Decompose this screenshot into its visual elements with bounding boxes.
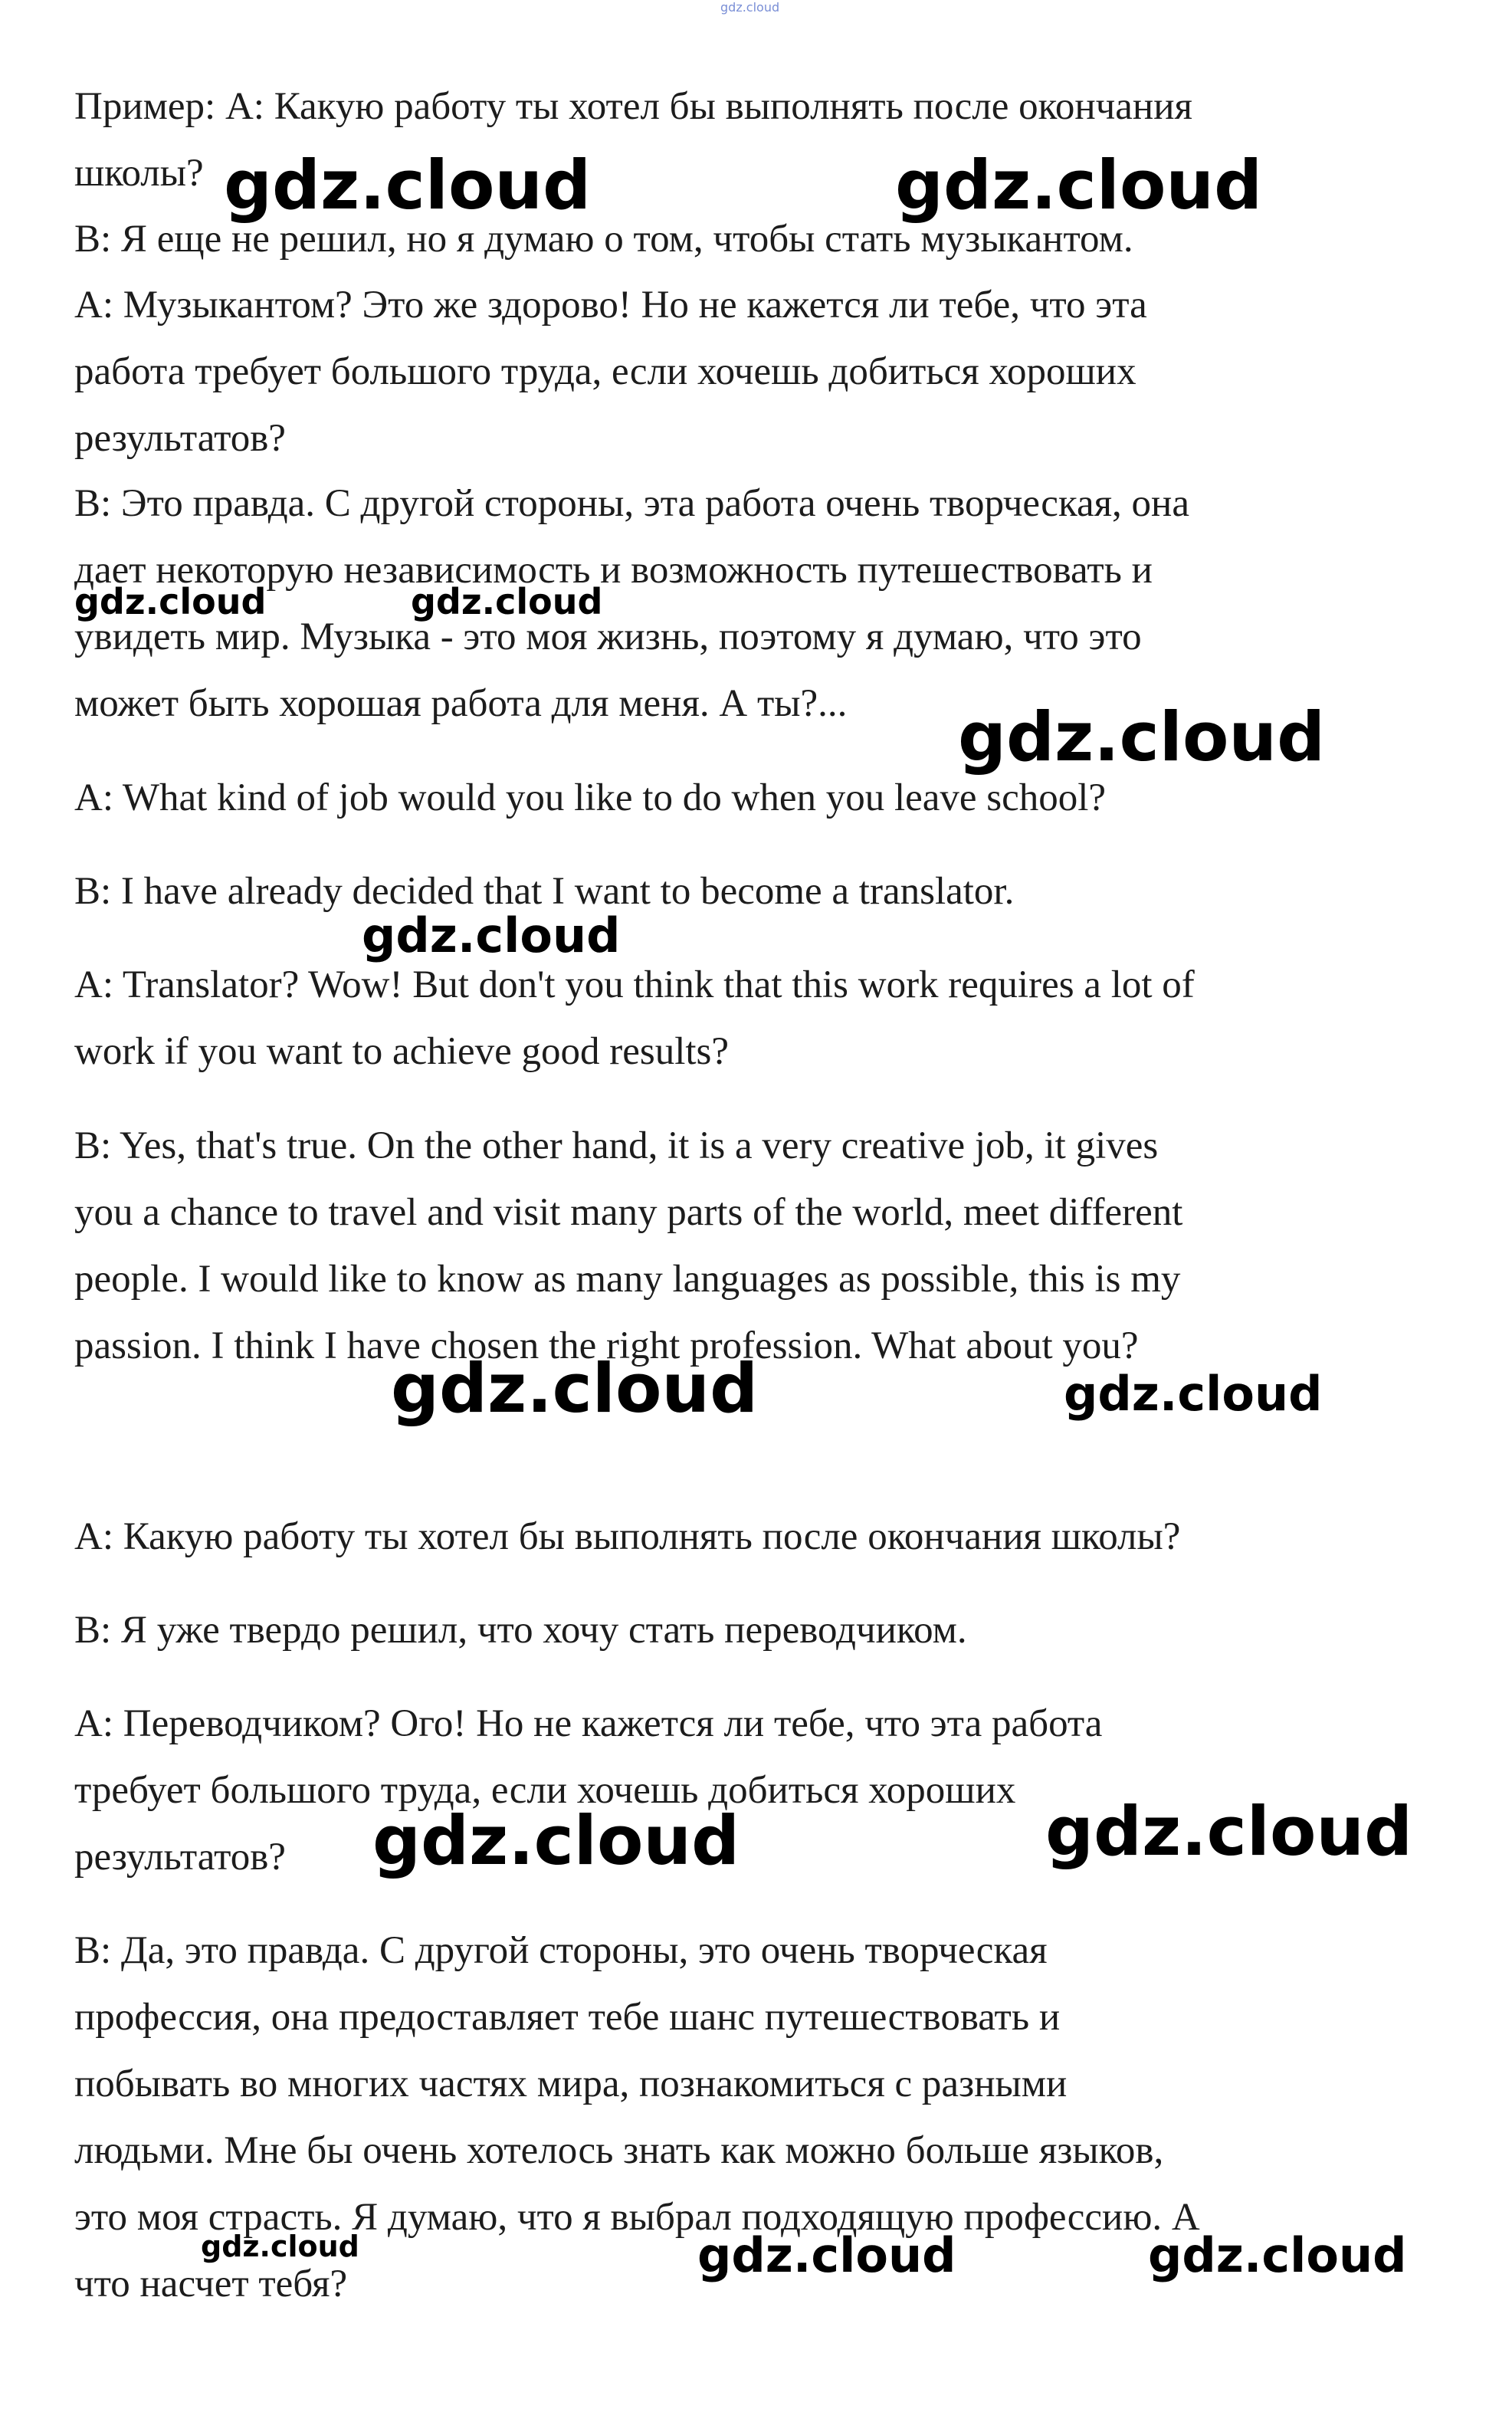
watermark: gdz.cloud <box>958 697 1326 776</box>
watermark: gdz.cloud <box>895 146 1263 225</box>
example-line-b1: В: Я еще не решил, но я думаю о том, чтобы стать музыкантом. <box>74 218 1133 261</box>
dialogue-en-line-a1: A: What kind of job would you like to do when you leave school? <box>74 776 1107 819</box>
watermark: gdz.cloud <box>362 907 621 963</box>
site-mark: gdz.cloud <box>720 0 780 15</box>
watermark: gdz.cloud <box>1148 2227 1407 2283</box>
dialogue-ru-line-a2: А: Переводчиком? Ого! Но не кажется ли тебе, что эта работа требует большого труда, если хочешь добиться хороших результатов? <box>74 1702 1103 1879</box>
dialogue-en-line-b1: B: I have already decided that I want to become a translator. <box>74 870 1015 913</box>
dialogue-ru-line-b2: В: Да, это правда. С другой стороны, это очень творческая профессия, она предоставляет тебе шанс путешествовать и побывать во многих частях мира, познакомиться с разными людьми. Мне бы очень хотелось знать как можно больше языков, это моя страсть. Я думаю, что я выбрал подходящую профессию. А что насчет тебя? <box>74 1929 1200 2305</box>
example-line-b2: В: Это правда. С другой стороны, эта работа очень творческая, она дает некоторую независимость и возможность путешествовать и увидеть мир. Музыка - это моя жизнь, поэтому я думаю, что это может быть хорошая работа для меня. А ты?... <box>74 482 1189 725</box>
watermark: gdz.cloud <box>391 1349 759 1428</box>
watermark: gdz.cloud <box>372 1801 740 1880</box>
watermark: gdz.cloud <box>74 581 267 622</box>
dialogue-ru-line-b1: В: Я уже твердо решил, что хочу стать переводчиком. <box>74 1609 967 1652</box>
dialogue-ru-line-a1: А: Какую работу ты хотел бы выполнять после окончания школы? <box>74 1515 1181 1558</box>
watermark: gdz.cloud <box>224 146 592 225</box>
watermark: gdz.cloud <box>411 581 603 622</box>
watermark: gdz.cloud <box>697 2227 956 2283</box>
watermark: gdz.cloud <box>201 2230 359 2263</box>
dialogue-en-line-a2: A: Translator? Wow! But don't you think that this work requires a lot of work if you want to achieve good results? <box>74 963 1195 1073</box>
watermark: gdz.cloud <box>1064 1366 1323 1422</box>
example-line-a1: Пример: А: Какую работу ты хотел бы выполнять после окончания школы? <box>74 85 1192 195</box>
example-line-a2: А: Музыкантом? Это же здорово! Но не кажется ли тебе, что эта работа требует большого труда, если хочешь добиться хороших результатов? <box>74 284 1147 460</box>
watermark: gdz.cloud <box>1045 1792 1413 1871</box>
dialogue-en-line-b2: B: Yes, that's true. On the other hand, it is a very creative job, it gives you a chance to travel and visit many parts of the world, meet different people. I would like to know as many languages as possible, this is my passion. I think I have chosen the right profession. What about you? <box>74 1124 1183 1367</box>
